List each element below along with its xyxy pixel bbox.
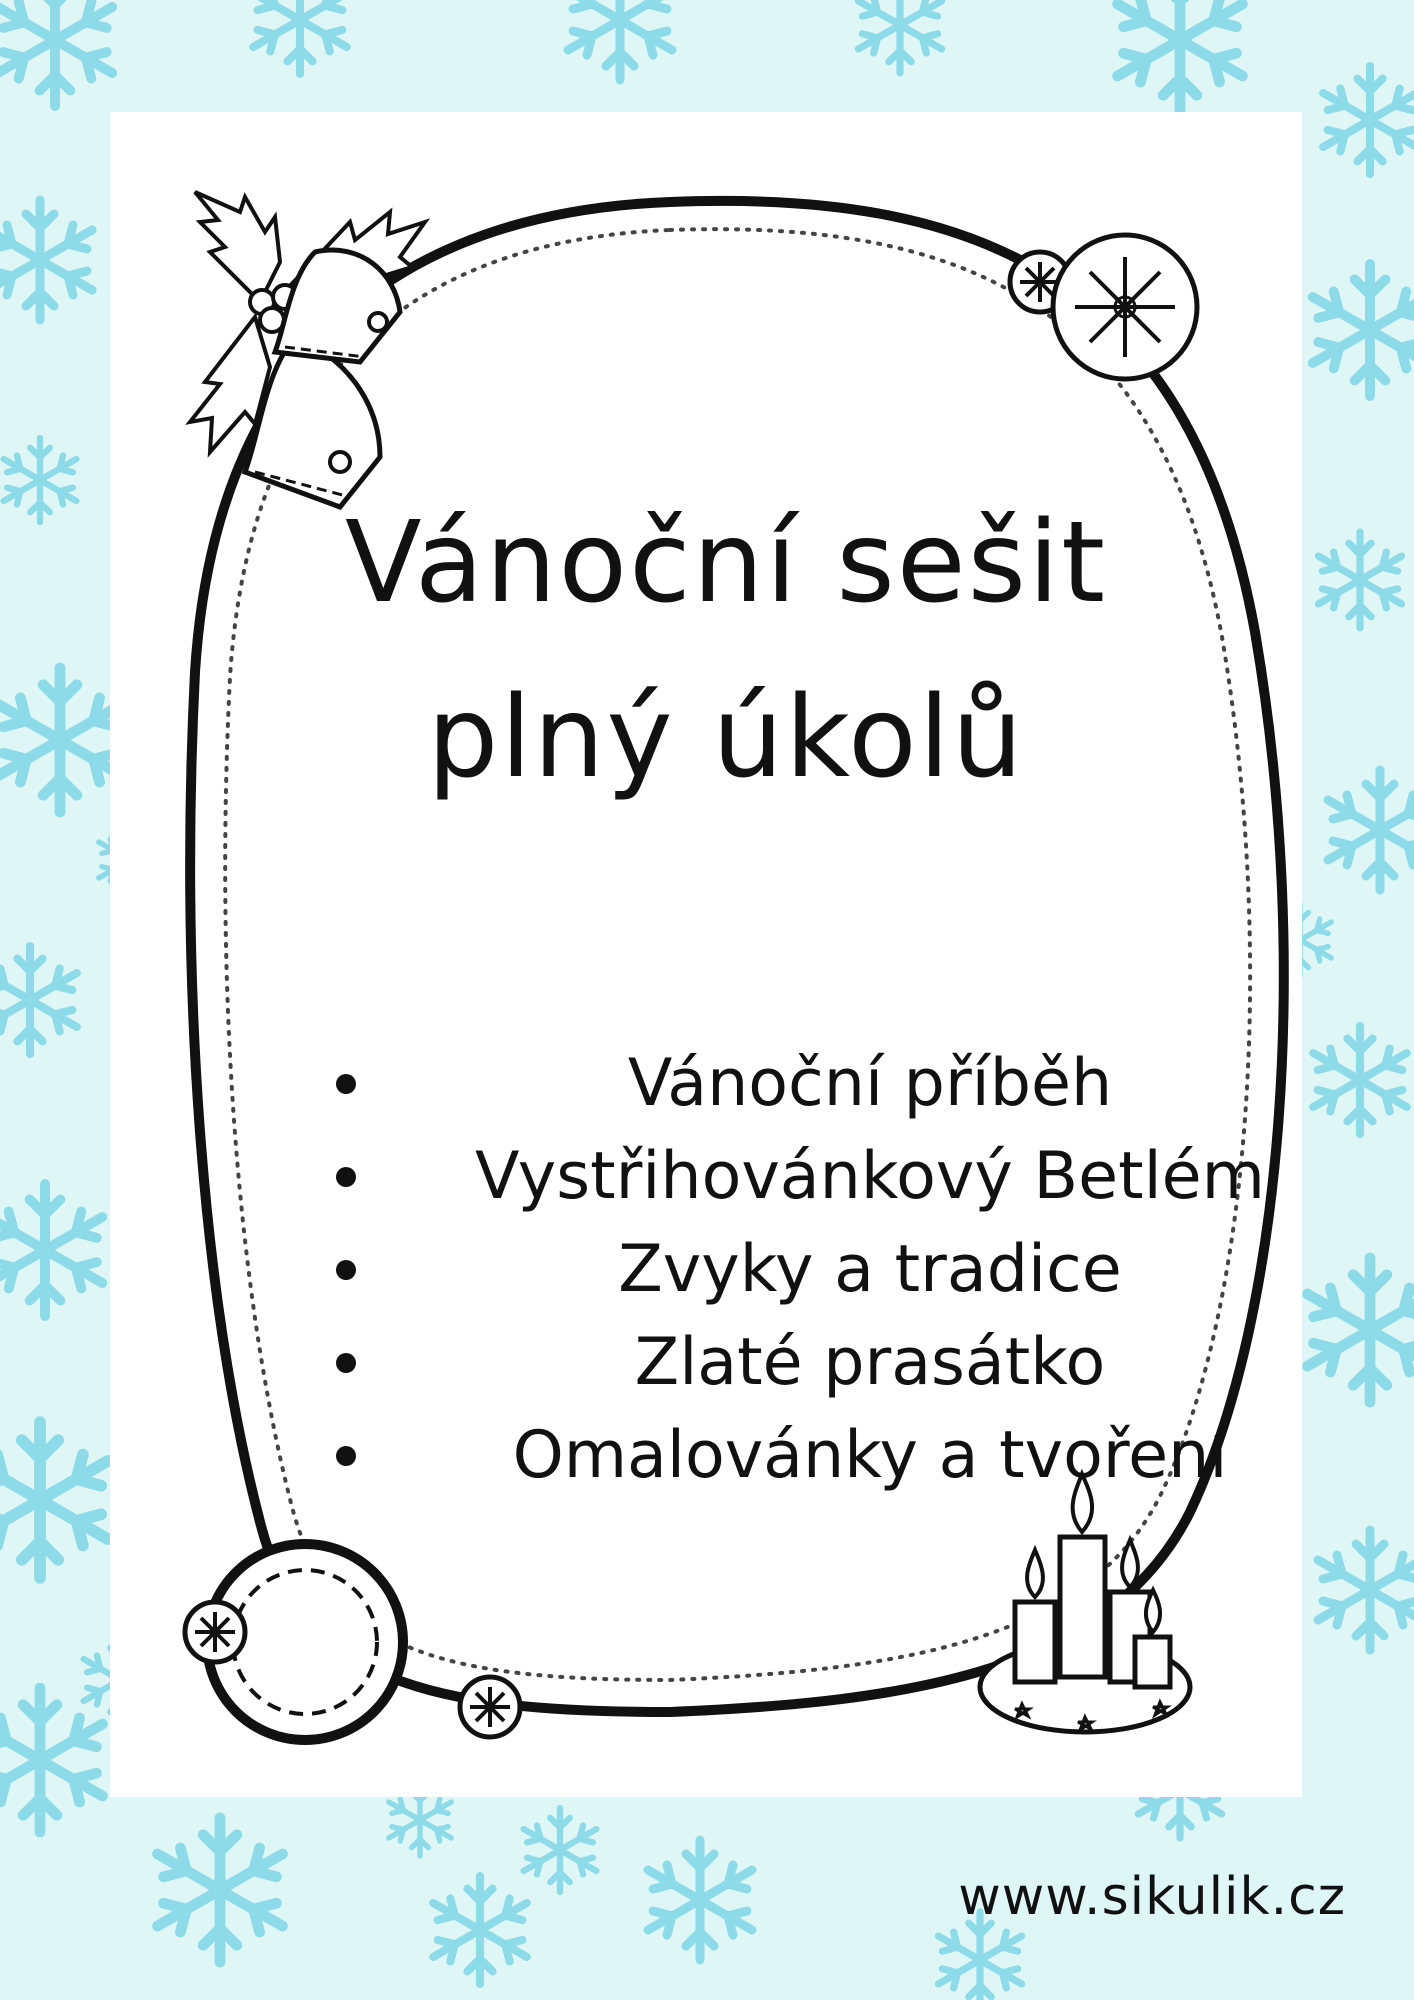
list-item (110, 1223, 1302, 1316)
snowflake-icon (0, 1422, 108, 1578)
topic-label: Vystřihovánkový Betlém (475, 1139, 1265, 1214)
bullet-icon (336, 1446, 356, 1466)
list-item (110, 1037, 1302, 1130)
topic-label: Zvyky a tradice (618, 1232, 1122, 1307)
cover-card (110, 112, 1302, 1797)
snowflake-icon (0, 1688, 102, 1832)
snowflake-icon (0, 0, 112, 106)
topic-list (110, 1037, 1302, 1502)
page-title: Vánoční sešit (345, 498, 1107, 628)
decorative-frame (110, 112, 1302, 1797)
bullet-icon (336, 1167, 356, 1187)
snowflake-icon (568, 0, 672, 80)
ornament-ball-icon (1053, 235, 1197, 379)
snowflake-icon (0, 200, 92, 320)
list-item (110, 1316, 1302, 1409)
snowflake-icon (158, 1818, 283, 1962)
snowflake-icon (1318, 1530, 1414, 1650)
snowflake-icon (1118, 0, 1243, 112)
candle-icon (1060, 1474, 1105, 1677)
bullet-icon (336, 1353, 356, 1373)
list-item (110, 1409, 1302, 1502)
snowflake-icon (0, 1184, 102, 1316)
page-subtitle: plný úkolů (427, 673, 1025, 803)
snowflake-icon (4, 438, 77, 522)
list-item (110, 1130, 1302, 1223)
topic-label: Zlaté prasátko (634, 1325, 1106, 1400)
bullet-icon (336, 1074, 356, 1094)
snowflake-icon (433, 1876, 527, 1984)
website-link[interactable]: www.sikulik.cz (958, 1867, 1346, 1927)
snowflake-icon (648, 1840, 752, 1960)
candle-icon (1015, 1550, 1055, 1682)
snowflake-icon (0, 946, 77, 1054)
topic-label: Omalovánky a tvoření (512, 1418, 1228, 1493)
snowflake-icon (1323, 66, 1414, 174)
ornament-ball-icon (460, 1677, 520, 1737)
ornament-ball-icon (185, 1602, 245, 1662)
snowflake-icon (1313, 264, 1414, 396)
snowflake-icon (253, 0, 347, 74)
bullet-icon (336, 1260, 356, 1280)
topic-label: Vánoční příběh (627, 1046, 1113, 1121)
snowflake-icon (0, 668, 122, 812)
snowflake-icon (858, 0, 941, 73)
advent-wreath-icon (980, 1474, 1190, 1732)
snowflake-icon (524, 1808, 597, 1892)
